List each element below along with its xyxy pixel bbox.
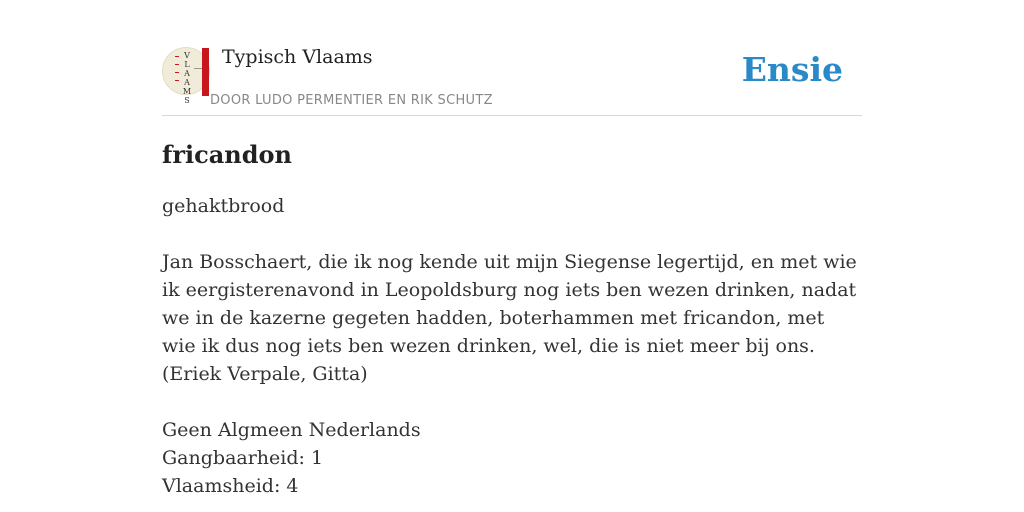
entry-standard-note: Geen Algmeen Nederlands: [162, 419, 421, 441]
book-title[interactable]: Typisch Vlaams: [222, 46, 373, 68]
book-authors: DOOR LUDO PERMENTIER EN RIK SCHUTZ: [210, 93, 493, 108]
ensie-logo[interactable]: Ensie: [741, 50, 843, 89]
entry-content: [162, 192, 862, 500]
book-cover-avatar[interactable]: [162, 47, 210, 105]
entry-term: fricandon: [162, 140, 292, 169]
entry-definition: gehaktbrood: [162, 195, 285, 217]
entry-example: Jan Bosschaert, die ik nog kende uit mijn Siegense legertijd, en met wie ik eergisterenavond in Leopoldsburg nog iets ben wezen drinken, nadat we in de kazerne gegeten hadden, boterhammen met fricandon, met wie ik dus nog iets ben wezen drinken, wel, die is niet meer bij ons.: [162, 251, 857, 357]
cover-red-band: [202, 48, 209, 96]
entry-example-source: (Eriek Verpale, Gitta): [162, 363, 368, 385]
cover-letters: V L A A M S: [182, 51, 192, 105]
entry-vlaamsheid: Vlaamsheid: 4: [162, 475, 299, 497]
site-header: [162, 44, 862, 116]
entry-gangbaarheid: Gangbaarheid: 1: [162, 447, 324, 469]
